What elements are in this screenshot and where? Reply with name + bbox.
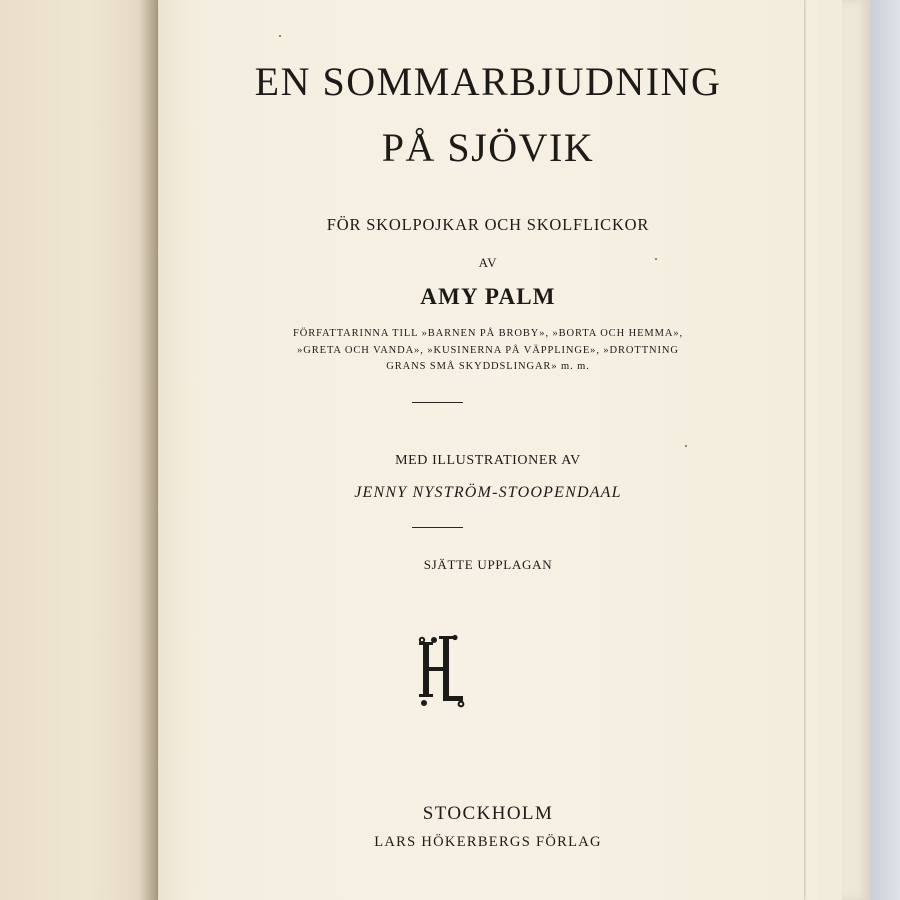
paper-speck xyxy=(655,258,657,260)
previous-works-line: FÖRFATTARINNA TILL »BARNEN PÅ BROBY», »BORTA OCH HEMMA», xyxy=(292,328,684,339)
previous-works-line: »GRETA OCH VANDA», »KUSINERNA PÅ VÄPPLINGE», »DROTTNING xyxy=(297,344,679,356)
book-subtitle: FÖR SKOLPOJKAR OCH SKOLFLICKOR xyxy=(326,215,650,234)
publisher-name: LARS HÖKERBERGS FÖRLAG xyxy=(374,834,602,850)
illustrations-label: MED ILLUSTRATIONER AV xyxy=(395,453,581,468)
divider-rule xyxy=(412,402,463,403)
author-name: AMY PALM xyxy=(420,284,556,309)
paper-speck xyxy=(279,35,281,37)
book-title-line-2: PÅ SJÖVIK xyxy=(381,125,595,170)
by-label: AV xyxy=(478,255,498,270)
previous-works-line: GRANS SMÅ SKYDDSLINGAR» m. m. xyxy=(386,361,590,372)
book-title-line-1: EN SOMMARBJUDNING xyxy=(254,59,722,104)
publisher-monogram-icon xyxy=(414,634,466,710)
edition-label: SJÄTTE UPPLAGAN xyxy=(423,557,553,572)
illustrator-name: JENNY NYSTRÖM-STOOPENDAAL xyxy=(354,484,622,501)
title-page xyxy=(158,0,804,900)
divider-rule xyxy=(412,527,463,528)
author-previous-works xyxy=(88,326,888,376)
paper-speck xyxy=(685,445,687,447)
publication-city: STOCKHOLM xyxy=(422,803,554,824)
